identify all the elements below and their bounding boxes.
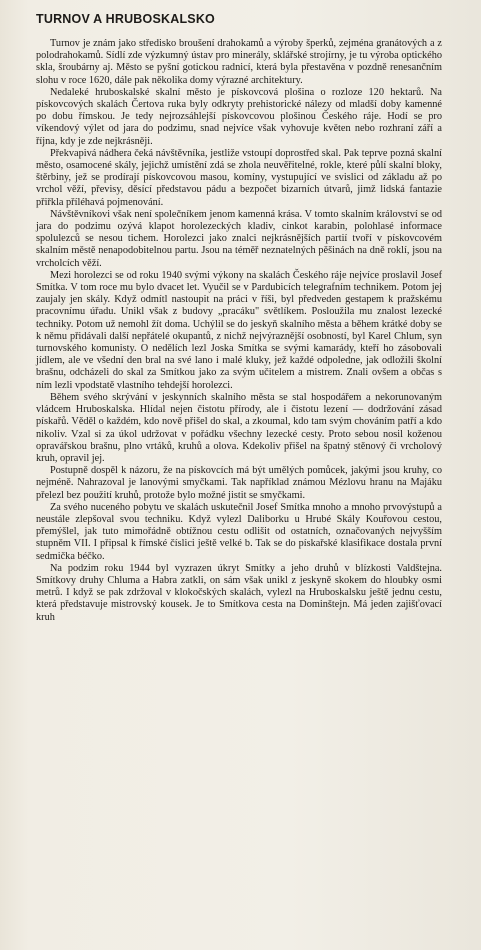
paragraph: Překvapivá nádhera čeká návštěvníka, jestliže vstoupí doprostřed skal. Pak teprve pozná skalní město, osamocené skály, jejichž umístění zdá se zhola neuvěřitelné, rokle, které půlí skalní bloky, štěrbiny, jež se prodírají pískovcovou masou, komíny, vystupující ve svislici od základu až po vrchol věží, převisy, děsící představou pádu a bezpočet bizarních útvarů, jimž lidská fantazie přiřkla příléhavá pojmenování.: [36, 147, 442, 208]
paragraph: Turnov je znám jako středisko broušení drahokamů a výroby šperků, zejména granátových a z polodrahokamů. Sídlí zde výzkumný ústav pro minerály, sklářské strojírny, je tu výroba optického skla, šroubárny aj. Město se pyšní gotickou radnicí, která byla přestavěna v pozdně renesančním slohu v roce 1620, dále pak několika domy výrazné architektury.: [36, 38, 442, 86]
paragraph: Mezi horolezci se od roku 1940 svými výkony na skalách Českého ráje nejvíce proslavil Josef Smítka. V tom roce mu bylo dvacet let. Vyučil se v Pardubicích telegrafním technikem. Potom jej zaujaly jen skály. Když odmítl nastoupit na práci v říši, byl předveden gestapem k pražskému pracovnímu úřadu. Unikl však z budovy „pracáku" světlíkem. Posloužila mu znalost lezecké techniky. Potom už nemohl žít doma. Uchýlil se do jeskyň skalního města a během krátké doby se k němu přidávali další nepřátelé okupantů, z nichž nejvýraznější osobností, byl Karel Chlum, syn turnovského komunisty. O nedělích lezl Joska Smítka se svými kamarády, kteří ho zásobovali jídlem, ale ve všední den bral na své lano i malé kluky, jež každé odpoledne, jak odložili školní brašnu, odcházeli do skal za Smítkou jako za svým učitelem a mistrem. Znali ovšem a občas s ním lezli vpodstatě vlastního tehdejší horolezci.: [36, 269, 442, 391]
paragraph: Návštěvníkovi však není společníkem jenom kamenná krása. V tomto skalním království se od jara do podzimu ozývá klapot horolezeckých kladiv, cinkot karabin, polohlasé informace spolulezců se nesou tichem. Horolezci jako znalci nejkrásnějších partií tvoří v pískovcovém skalním městě nenapodobitelnou partu. Jsou na téměř neznatelných pěšinách na dně roklí, jsou na vrcholcích věží.: [36, 208, 442, 269]
article-title: TURNOV A HRUBOSKALSKO: [36, 12, 215, 26]
paragraph: Na podzim roku 1944 byl vyzrazen úkryt Smítky a jeho druhů v blízkosti Valdštejna. Smítkovy druhy Chluma a Habra zatkli, on sám však unikl z jeskyně skokem do hloubky osmi metrů. I když se pak zdržoval v klokočských skalách, vylezl na Hruboskalsku ještě jednu cestu, která představuje mistrovský kousek. Je to Smítkova cesta na Dominštejn. Má jeden zajišťovací kruh: [36, 562, 442, 623]
paragraph: Postupně dospěl k názoru, že na pískovcích má být umělých pomůcek, jakými jsou kruhy, co nejméně. Nahrazoval je lanovými smyčkami. Tak například známou Mézlovu hranu na Majáku přelezl bez použití kruhů, protože bylo možné jistit se smyčkami.: [36, 465, 442, 501]
paragraph: Nedaleké hruboskalské skalní město je pískovcová plošina o rozloze 120 hektarů. Na pískovcových skalách Čertova ruka byly odkryty prehistorické nálezy od mladší doby kamenné po dobu římskou. Je tedy nejrozsáhlejší pískovcovou plošinou Českého ráje. Hodí se pro víkendový výlet od jara do podzimu, snad nejvíce však vyhovuje květen nebo rozhraní září a října, kdy je zde nejkrásněji.: [36, 86, 442, 147]
paragraph: Za svého nuceného pobytu ve skalách uskutečnil Josef Smítka mnoho a mnoho prvovýstupů a neustále zlepšoval svou techniku. Když vylezl Daliborku u Hrubé Skály Kouřovou cestou, přemýšlel, jak tuto mimořádně obtížnou cestu odlišit od ostatních, označovaných nejvyšším stupněm VII. I připsal k římské číslici ještě velké b. Tak se do pískařské klasifikace dostala první sedmička béčko.: [36, 501, 442, 562]
paragraph: Během svého skrývání v jeskynních skalního města se stal hospodářem a nekorunovaným vládcem Hruboskalska. Hlídal nejen čistotu přírody, ale i čistotu lezení — dodržování zásad pískařů. Věděl o každém, kdo nově přišel do skal, a zkoumal, kdo tam svým chováním patří a kdo nikoliv. Vzal si za úkol udržovat v pořádku všechny lezecké cesty. Proto sebou nosil koženou opravářskou brašnu, plno vrtáků, kruhů a olova. Kdekoliv přišel na špatný stěnový či vrcholový kruh, opravil jej.: [36, 391, 442, 464]
article-body: [36, 38, 442, 624]
